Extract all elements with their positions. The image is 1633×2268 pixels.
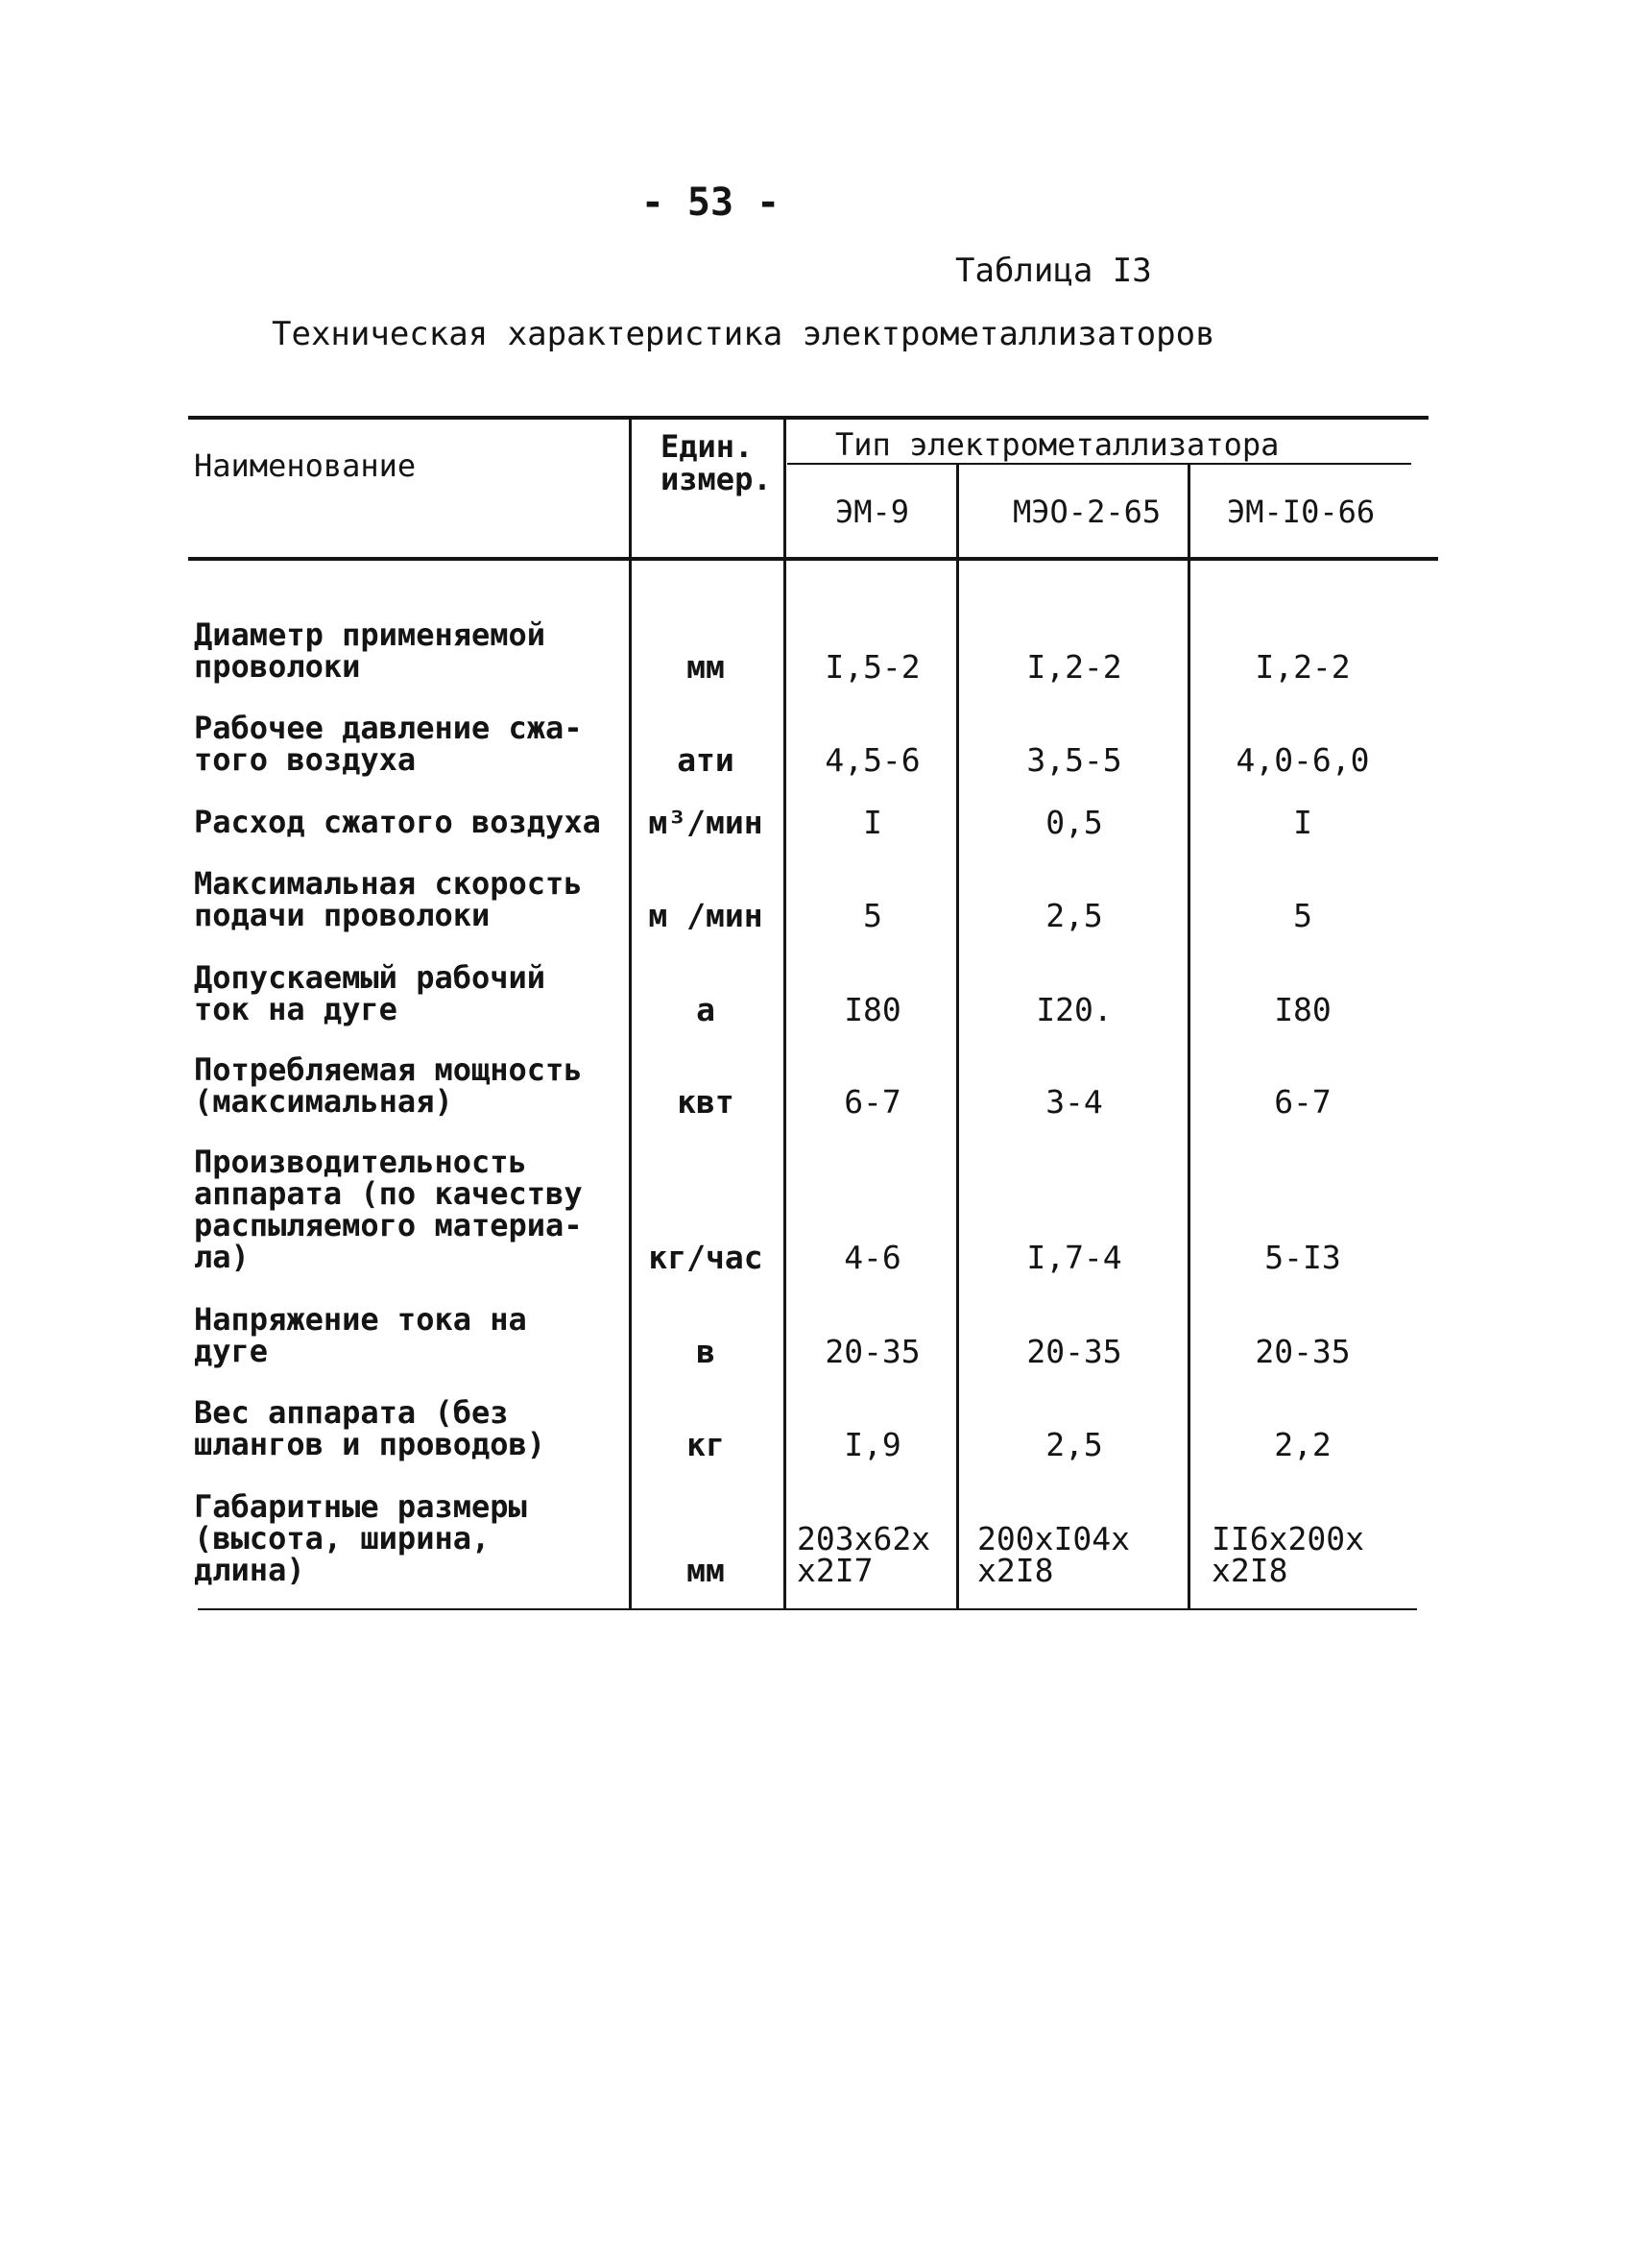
row-name: Рабочее давление сжа- того воздуха — [194, 710, 583, 778]
row-value-type3: 5 — [1293, 897, 1312, 934]
table-label: Таблица I3 — [955, 252, 1152, 290]
row-value-type3: I80 — [1274, 991, 1332, 1028]
row-value-type2: I20. — [1036, 991, 1113, 1028]
row-value-type1: 5 — [863, 897, 882, 934]
header-name: Наименование — [194, 447, 417, 484]
row-value-type3: 2,2 — [1274, 1426, 1332, 1463]
header-bottom-rule — [188, 557, 1438, 561]
row-unit: кг — [686, 1426, 725, 1463]
row-value-type1: I,9 — [844, 1426, 901, 1463]
table-top-rule — [188, 416, 1429, 420]
row-value-type1: I80 — [844, 991, 901, 1028]
header-type-2: МЭО-2-65 — [1013, 494, 1162, 530]
row-value-type3: 20-35 — [1255, 1333, 1351, 1370]
row-value-type2: 2,5 — [1045, 1426, 1103, 1463]
row-unit: в — [696, 1333, 715, 1370]
header-type-1: ЭМ-9 — [835, 494, 910, 530]
page-number: - 53 - — [640, 181, 780, 225]
row-unit: кг/час — [648, 1239, 763, 1276]
row-value-type3: I,2-2 — [1255, 648, 1351, 686]
table-bottom-rule — [198, 1608, 1417, 1610]
row-value-type2: 2,5 — [1045, 897, 1103, 934]
row-unit: квт — [677, 1083, 734, 1121]
header-type-group: Тип электрометаллизатора — [835, 426, 1280, 463]
row-value-type2: 200хI04х х2I8 — [977, 1520, 1130, 1589]
row-name: Допускаемый рабочий ток на дуге — [194, 959, 546, 1027]
type-group-rule — [787, 463, 1411, 465]
table-title: Техническая характеристика электрометаллизаторов — [272, 315, 1215, 353]
row-name: Потребляемая мощность (максимальная) — [194, 1051, 583, 1120]
row-unit: м /мин — [648, 897, 763, 934]
row-value-type3: I — [1293, 804, 1312, 841]
row-value-type3: II6х200х х2I8 — [1212, 1520, 1364, 1589]
row-value-type1: I — [863, 804, 882, 841]
row-unit: а — [696, 991, 715, 1028]
row-unit: ати — [677, 741, 734, 779]
row-unit: мм — [686, 1552, 725, 1589]
row-unit: м³/мин — [648, 804, 763, 841]
row-value-type2: 3-4 — [1045, 1083, 1103, 1121]
row-value-type1: 6-7 — [844, 1083, 901, 1121]
row-value-type2: 20-35 — [1026, 1333, 1122, 1370]
row-name: Производительность аппарата (по качеству распыляемого материа- ла) — [194, 1144, 583, 1275]
row-name: Вес аппарата (без шлангов и проводов) — [194, 1394, 546, 1462]
row-value-type3: 5-I3 — [1264, 1239, 1341, 1276]
row-name: Диаметр применяемой проволоки — [194, 616, 546, 685]
row-value-type1: 20-35 — [825, 1333, 921, 1370]
row-value-type3: 6-7 — [1274, 1083, 1332, 1121]
header-unit: Един. измер. — [660, 428, 772, 497]
column-divider-type1 — [783, 419, 786, 1609]
row-value-type2: I,7-4 — [1026, 1239, 1122, 1276]
row-name: Габаритные размеры (высота, ширина, длина) — [194, 1488, 527, 1588]
row-name: Максимальная скорость подачи проволоки — [194, 865, 583, 933]
row-value-type3: 4,0-6,0 — [1236, 741, 1370, 779]
header-type-3: ЭМ-I0-66 — [1227, 494, 1376, 530]
row-value-type1: I,5-2 — [825, 648, 921, 686]
row-value-type2: 0,5 — [1045, 804, 1103, 841]
row-unit: мм — [686, 648, 725, 686]
row-value-type1: 4-6 — [844, 1239, 901, 1276]
row-value-type2: I,2-2 — [1026, 648, 1122, 686]
row-value-type2: 3,5-5 — [1026, 741, 1122, 779]
row-value-type1: 4,5-6 — [825, 741, 921, 779]
row-name: Напряжение тока на дуге — [194, 1301, 527, 1369]
row-value-type1: 203х62х х2I7 — [797, 1520, 931, 1589]
row-name: Расход сжатого воздуха — [194, 804, 601, 840]
